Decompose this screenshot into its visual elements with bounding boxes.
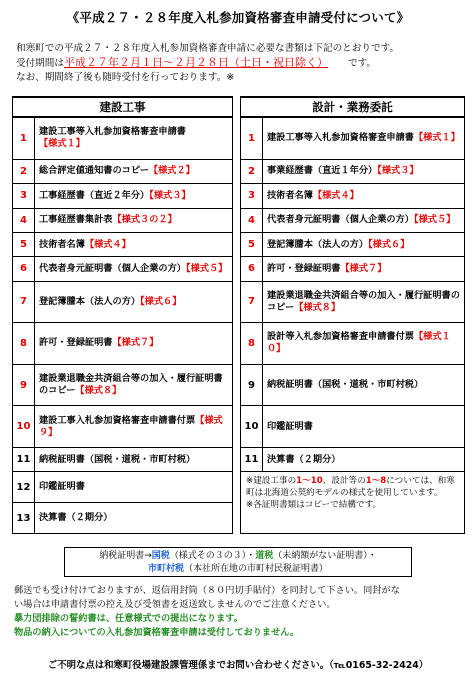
left-item-form: 【様式２】 — [148, 165, 195, 177]
left-item-text: 建設業退職金共済組合等の加入・履行証明書のコピー — [39, 373, 223, 397]
left-item-text: 工事経歴書集計表 — [39, 214, 113, 226]
right-item — [263, 323, 465, 365]
table-row — [13, 406, 465, 448]
right-item — [263, 208, 465, 232]
footer-line-2: い場合は申請書付票の控え及び受領書を返送致しませんのでご注意ください。 — [14, 599, 336, 610]
left-item-text: 総合評定値通知書のコピー — [39, 165, 149, 177]
footer-line-4: 物品の納入についての入札参加資格審査申請は受付しておりません。 — [14, 627, 300, 638]
right-item-form: 【様式６】 — [368, 238, 410, 250]
left-item — [35, 208, 233, 232]
right-item-form: 【様式４】 — [312, 189, 359, 201]
construction-header: 建設工事 — [13, 97, 233, 117]
left-item-text: 登記簿謄本（法人の方） — [39, 295, 141, 307]
forms-note-part: については、和寒町は北海道公契約モデルの様式を使用しています。 — [246, 476, 455, 499]
right-item — [263, 117, 465, 159]
left-item-form: 【様式４】 — [84, 238, 131, 250]
forms-note-part: 1～10 — [296, 476, 323, 487]
left-item-text: 決算書（２期分） — [39, 512, 113, 524]
table-row — [13, 232, 465, 256]
intro-line-2 — [16, 56, 466, 71]
right-item-number: 8 — [241, 323, 263, 365]
right-item-text: 決算書（２期分） — [267, 453, 341, 465]
left-item-number: 10 — [13, 406, 35, 448]
left-item-number: 5 — [13, 232, 35, 256]
footer-line-1: 郵送でも受け付けておりますが、返信用封筒（８０円切手貼付）を同封して下さい。同封がな — [14, 585, 400, 596]
left-item — [35, 257, 233, 281]
left-item-number: 2 — [13, 159, 35, 183]
table-row — [13, 447, 465, 471]
reception-period: 平成２７年２月１日～２月２８日（土日・祝日除く） — [63, 56, 328, 69]
right-item-number: 7 — [241, 281, 263, 323]
left-item — [35, 406, 233, 448]
left-item-number: 6 — [13, 257, 35, 281]
right-item-text: 納税証明書（国税・道税・市町村税） — [267, 379, 424, 391]
period-suffix: です。 — [347, 58, 376, 69]
right-item-text: 設計等入札参加資格審査申請書付票 — [267, 331, 414, 343]
left-item-number: 1 — [13, 117, 35, 159]
right-item-form: 【様式３】 — [377, 165, 419, 177]
right-item — [263, 447, 465, 471]
right-item-form: 【様式１０】 — [267, 331, 451, 355]
right-item — [263, 184, 465, 208]
left-item-form: 【様式１】 — [39, 138, 85, 150]
right-item-number: 10 — [241, 406, 263, 448]
tax-note-part-4: （本社所在地の市町村民税証明書） — [184, 564, 329, 574]
right-item-number: 11 — [241, 447, 263, 471]
left-item-number: 12 — [13, 472, 35, 503]
left-item-text: 工事経歴書（直近２年分） — [39, 189, 150, 201]
right-item-form: 【様式５】 — [414, 214, 456, 226]
right-item — [263, 159, 465, 183]
forms-note-part: ※建設工事の — [246, 476, 297, 487]
left-item — [35, 447, 233, 471]
right-item-number: 4 — [241, 208, 263, 232]
right-item-number: 2 — [241, 159, 263, 183]
left-item — [35, 503, 233, 534]
left-item-text: 印鑑証明書 — [39, 481, 85, 493]
right-item-text: 許可・登録証明書 — [267, 262, 341, 274]
left-item-form: 【様式９】 — [39, 414, 223, 438]
right-item-text: 事業経歴書（直近１年分） — [267, 165, 378, 177]
page-title: 《平成２７・２８年度入札参加資格審査申請受付について》 — [66, 10, 410, 25]
right-item-number: 1 — [241, 117, 263, 159]
right-item-text: 登記簿謄本（法人の方） — [267, 238, 369, 250]
right-item-number: 6 — [241, 257, 263, 281]
left-item-form: 【様式３の２】 — [112, 214, 177, 226]
tax-note-prefix: 納税証明書→ — [99, 551, 152, 561]
right-item-text: 技術者名簿 — [267, 189, 313, 201]
period-prefix: 受付期間は — [16, 58, 64, 69]
left-item-number: 11 — [13, 447, 35, 471]
left-item-form: 【様式３】 — [149, 189, 191, 201]
right-item-number: 3 — [241, 184, 263, 208]
right-item — [263, 257, 465, 281]
left-item-number: 4 — [13, 208, 35, 232]
right-item-form: 【様式１】 — [414, 132, 460, 144]
left-item — [35, 364, 233, 406]
left-item-number: 8 — [13, 323, 35, 365]
table-row — [13, 472, 465, 503]
left-item-form: 【様式６】 — [140, 295, 182, 307]
contact-info: ご不明な点は和寒町役場建設課管理係までお問い合わせください。（℡0165-32-2424） — [47, 660, 429, 671]
left-item — [35, 323, 233, 365]
left-item-text: 建設工事等入札参加資格審査申請書 — [39, 126, 186, 138]
tax-certificate-note — [64, 547, 412, 577]
right-item-text: 建設業退職金共済組合等の加入・履行証明書のコピー — [267, 289, 460, 313]
footer-notes — [14, 584, 470, 640]
left-item-number: 7 — [13, 281, 35, 323]
left-item-number: 13 — [13, 503, 35, 534]
left-item-number: 3 — [13, 184, 35, 208]
forms-note-part: 、設計等の — [322, 476, 366, 487]
left-item-form: 【様式７】 — [112, 337, 159, 349]
left-item — [35, 232, 233, 256]
intro-text — [16, 42, 466, 85]
left-item-text: 建設工事入札参加資格審査申請書付票 — [39, 414, 196, 426]
right-item — [263, 364, 465, 406]
left-item — [35, 159, 233, 183]
intro-line-3: なお、期間終了後も随時受付を行っております。※ — [16, 72, 235, 83]
right-item — [263, 232, 465, 256]
table-row — [13, 364, 465, 406]
left-item-text: 納税証明書（国税・道税・市町村税） — [39, 453, 196, 465]
right-item-text: 印鑑証明書 — [267, 420, 313, 432]
forms-note — [241, 472, 465, 534]
left-item — [35, 281, 233, 323]
tax-note-part-2: （様式その３の３）・ — [169, 551, 256, 561]
right-item — [263, 281, 465, 323]
copy-note: ※各証明書類はコピーで結構です。 — [246, 500, 382, 511]
left-item-number: 9 — [13, 364, 35, 406]
left-item — [35, 117, 233, 159]
left-item-text: 代表者身元証明書（個人企業の方） — [39, 262, 186, 274]
table-row — [13, 257, 465, 281]
left-item-text: 許可・登録証明書 — [39, 337, 113, 349]
left-item — [35, 472, 233, 503]
municipal-tax: 市町村税 — [147, 564, 184, 574]
right-item-form: 【様式７】 — [340, 262, 387, 274]
left-item-form: 【様式８】 — [75, 385, 122, 397]
left-item-form: 【様式５】 — [186, 262, 228, 274]
table-row — [13, 184, 465, 208]
intro-line-1: 和寒町での平成２７・２８年度入札参加資格審査申請に必要な書類は下記のとおりです。 — [16, 43, 399, 54]
forms-note-part: 1～8 — [365, 476, 387, 487]
table-row — [13, 208, 465, 232]
right-item-number: 9 — [241, 364, 263, 406]
footer-line-3: 暴力団排除の誓約書は、任意様式での提出になります。 — [14, 613, 243, 624]
right-item-text: 建設工事等入札参加資格審査申請書 — [267, 132, 414, 144]
right-item — [263, 406, 465, 448]
tax-note-part-3: （未納額がない証明書）・ — [273, 551, 377, 561]
table-row — [13, 323, 465, 365]
national-tax: 国税 — [151, 551, 170, 561]
required-documents-table — [12, 96, 465, 534]
right-item-text: 代表者身元証明書（個人企業の方） — [267, 214, 414, 226]
left-item — [35, 184, 233, 208]
right-item-number: 5 — [241, 232, 263, 256]
prefectural-tax: 道税 — [255, 551, 274, 561]
right-item-form: 【様式８】 — [294, 301, 341, 313]
left-item-text: 技術者名簿 — [39, 238, 85, 250]
design-header: 設計・業務委託 — [241, 97, 465, 117]
table-row — [13, 281, 465, 323]
table-row — [13, 159, 465, 183]
table-row — [13, 117, 465, 159]
